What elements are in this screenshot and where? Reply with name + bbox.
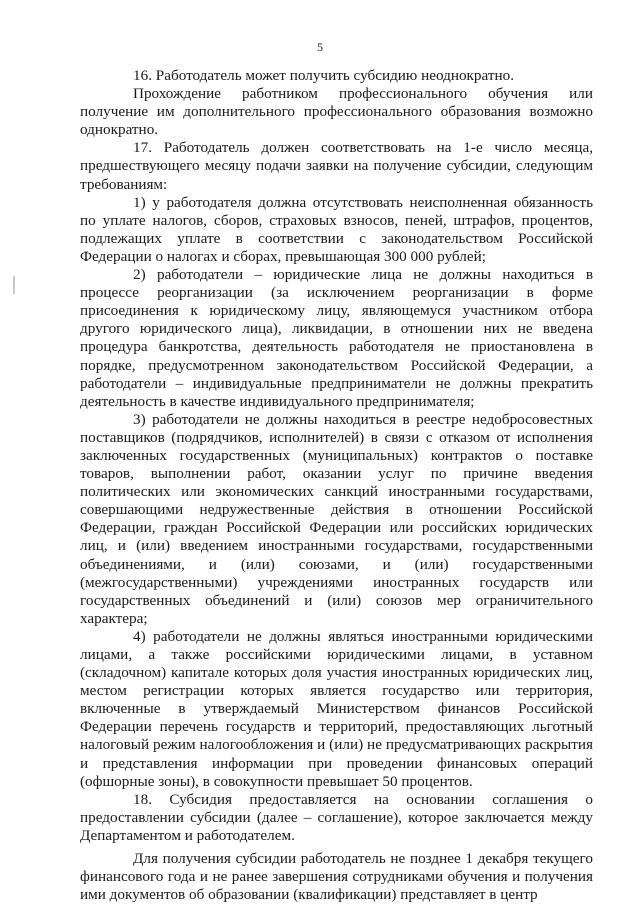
margin-mark — [13, 276, 15, 294]
requirement-2: 2) работодатели – юридические лица не должны находиться в процессе реорганизации (за исключением реорганизации в форме присоединения к юридическому лицу, являющемуся участником отбора другого юридического лица), ликвидации, в отношении них не введена процедура банкротства, деятельность работодателя не приостановлена в порядке, предусмотренном законодательством Российской Федерации, а работодатели – индивидуальные предприниматели не должны прекратить деятельность в качестве индивидуального предпринимателя; — [80, 266, 593, 410]
paragraph-17: 17. Работодатель должен соответствовать на 1-е число месяца, предшествующего месяцу подачи заявки на получение субсидии, следующим требованиям: — [80, 139, 593, 193]
page-number: 5 — [317, 40, 323, 54]
requirement-4: 4) работодатели не должны являться иностранными юридическими лицами, а также российскими юридическими лицами, в уставном (складочном) капитале которых доля участия иностранных юридических лиц, местом регистрации которых является государство или территория, включенные в утверждаемый Министерством финансов Российской Федерации перечень государств и территорий, предоставляющих льготный налоговый режим налогообложения и (или) не предусматривающих раскрытия и представления информации при проведении финансовых операций (офшорные зоны), в совокупности превышает 50 процентов. — [80, 627, 593, 790]
paragraph-application: Для получения субсидии работодатель не позднее 1 декабря текущего финансового года и не ранее завершения сотрудниками обучения и получения ими документов об образовании (квалификации) представляет в центр — [80, 850, 593, 904]
paragraph-training-once: Прохождение работником профессионального обучения или получение им дополнительного профессионального образования возможно однократно. — [80, 85, 593, 139]
paragraph-18: 18. Субсидия предоставляется на основании соглашения о предоставлении субсидии (далее – соглашение), которое заключается между Департаментом и работодателем. — [80, 790, 593, 844]
paragraph-16: 16. Работодатель может получить субсидию неоднократно. — [133, 67, 515, 84]
requirement-3: 3) работодатели не должны находиться в реестре недобросовестных поставщиков (подрядчиков, исполнителей) в связи с отказом от исполнения заключенных государственных (муниципальных) контрактов о поставке товаров, выполнении работ, оказании услуг по причине введения политических или экономических санкций иностранными государствами, совершающими недружественные действия в отношении Российской Федерации, граждан Российской Федерации или российских юридических лиц, и (или) введением иностранными государствами, государственными объединениями, и (или) союзами, и (или) государственными (межгосударственными) учреждениями иностранных государств или государственных объединений и (или) союзов мер ограничительного характера; — [80, 410, 593, 627]
requirement-1: 1) у работодателя должна отсутствовать неисполненная обязанность по уплате налогов, сборов, страховых взносов, пеней, штрафов, процентов, подлежащих уплате в соответствии с законодательством Российской Федерации о налогах и сборах, превышающая 300 000 рублей; — [80, 193, 593, 265]
document-body — [80, 67, 593, 904]
